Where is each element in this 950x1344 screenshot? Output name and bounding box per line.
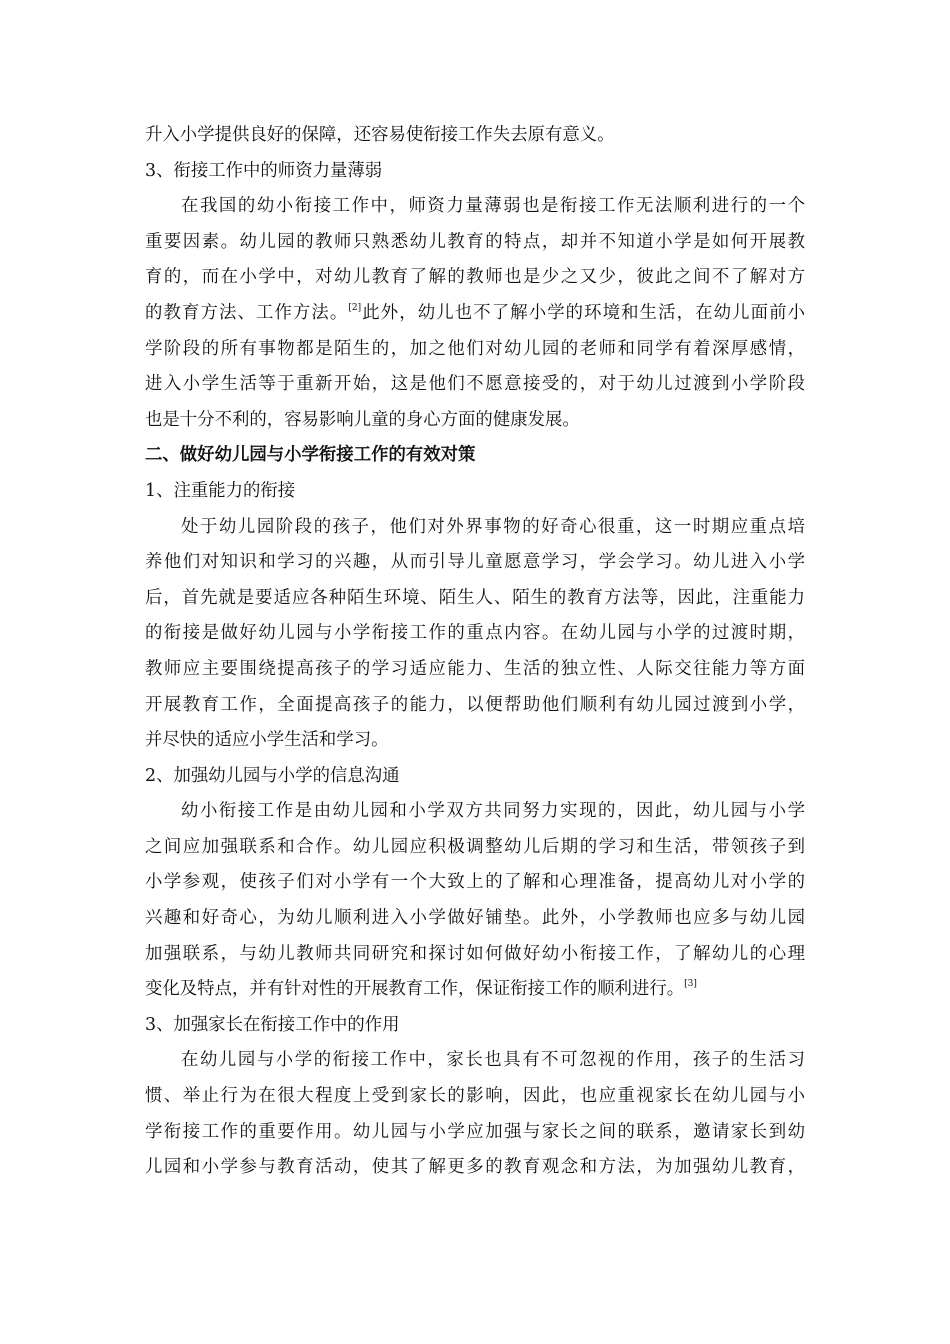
paragraph-text: 此外，幼儿也不了解小学的环境和生活，在幼儿面前小: [361, 302, 805, 323]
paragraph-line: 学衔接工作的重要作用。幼儿园与小学应加强与家长之间的联系，邀请家长到幼: [145, 1121, 805, 1142]
citation-ref: [3]: [684, 979, 697, 990]
paragraph-line: 处于幼儿园阶段的孩子，他们对外界事物的好奇心很重，这一时期应重点培: [181, 516, 805, 537]
paragraph-line: 小学参观，使孩子们对小学有一个大致上的了解和心理准备，提高幼儿对小学的: [145, 872, 805, 893]
paragraph-line: 幼小衔接工作是由幼儿园和小学双方共同努力实现的，因此，幼儿园与小学: [181, 801, 805, 822]
paragraph-line: 加强联系，与幼儿教师共同研究和探讨如何做好幼小衔接工作，了解幼儿的心理: [145, 943, 805, 964]
paragraph-line: 惯、举止行为在很大程度上受到家长的影响，因此，也应重视家长在幼儿园与小: [145, 1086, 805, 1107]
paragraph-line: 后，首先就是要适应各种陌生环境、陌生人、陌生的教育方法等，因此，注重能力: [145, 587, 805, 608]
document-page: [145, 118, 805, 1186]
paragraph-line: 学阶段的所有事物都是陌生的，加之他们对幼儿园的老师和同学有着深厚感情，: [145, 338, 805, 359]
subheading-communication: 2、加强幼儿园与小学的信息沟通: [145, 765, 400, 786]
paragraph-line: 进入小学生活等于重新开始，这是他们不愿意接受的，对于幼儿过渡到小学阶段: [145, 374, 805, 395]
paragraph-line: 养他们对知识和学习的兴趣，从而引导儿童愿意学习，学会学习。幼儿进入小学: [145, 552, 805, 573]
paragraph-line: 也是十分不利的，容易影响儿童的身心方面的健康发展。: [145, 409, 580, 430]
subheading-teacher-strength: 3、衔接工作中的师资力量薄弱: [145, 160, 383, 181]
paragraph-line: 并尽快的适应小学生活和学习。: [145, 730, 389, 751]
paragraph-line: 开展教育工作，全面提高孩子的能力，以便帮助他们顺利有幼儿园过渡到小学，: [145, 694, 805, 715]
paragraph-tail-line: 升入小学提供良好的保障，还容易使衔接工作失去原有意义。: [145, 125, 615, 145]
paragraph-line: 重要因素。幼儿园的教师只熟悉幼儿教育的特点，却并不知道小学是如何开展教: [145, 231, 805, 252]
paragraph-line: 在幼儿园与小学的衔接工作中，家长也具有不可忽视的作用，孩子的生活习: [181, 1050, 805, 1071]
subheading-parents: 3、加强家长在衔接工作中的作用: [145, 1014, 400, 1035]
paragraph-line: 育的，而在小学中，对幼儿教育了解的教师也是少之又少，彼此之间不了解对方: [145, 267, 805, 288]
paragraph-line: 的衔接是做好幼儿园与小学衔接工作的重点内容。在幼儿园与小学的过渡时期，: [145, 623, 805, 644]
subheading-ability: 1、注重能力的衔接: [145, 480, 296, 501]
paragraph-text: 变化及特点，并有针对性的开展教育工作，保证衔接工作的顺利进行。: [145, 979, 685, 1000]
section-heading: 二、做好幼儿园与小学衔接工作的有效对策: [145, 445, 476, 466]
paragraph-line: 儿园和小学参与教育活动，使其了解更多的教育观念和方法，为加强幼儿教育，: [145, 1157, 805, 1178]
paragraph-line: 兴趣和好奇心，为幼儿顺利进入小学做好铺垫。此外，小学教师也应多与幼儿园: [145, 908, 805, 929]
paragraph-line: 在我国的幼小衔接工作中，师资力量薄弱也是衔接工作无法顺利进行的一个: [181, 196, 805, 217]
paragraph-line: 教师应主要围绕提高孩子的学习适应能力、生活的独立性、人际交往能力等方面: [145, 658, 805, 679]
paragraph-line-with-citation: [145, 972, 805, 1008]
paragraph-text: 的教育方法、工作方法。: [145, 302, 349, 323]
citation-ref: [2]: [348, 302, 362, 313]
paragraph-line: 之间应加强联系和合作。幼儿园应积极调整幼儿后期的学习和生活，带领孩子到: [145, 836, 805, 857]
paragraph-line-with-citation: [145, 296, 805, 332]
